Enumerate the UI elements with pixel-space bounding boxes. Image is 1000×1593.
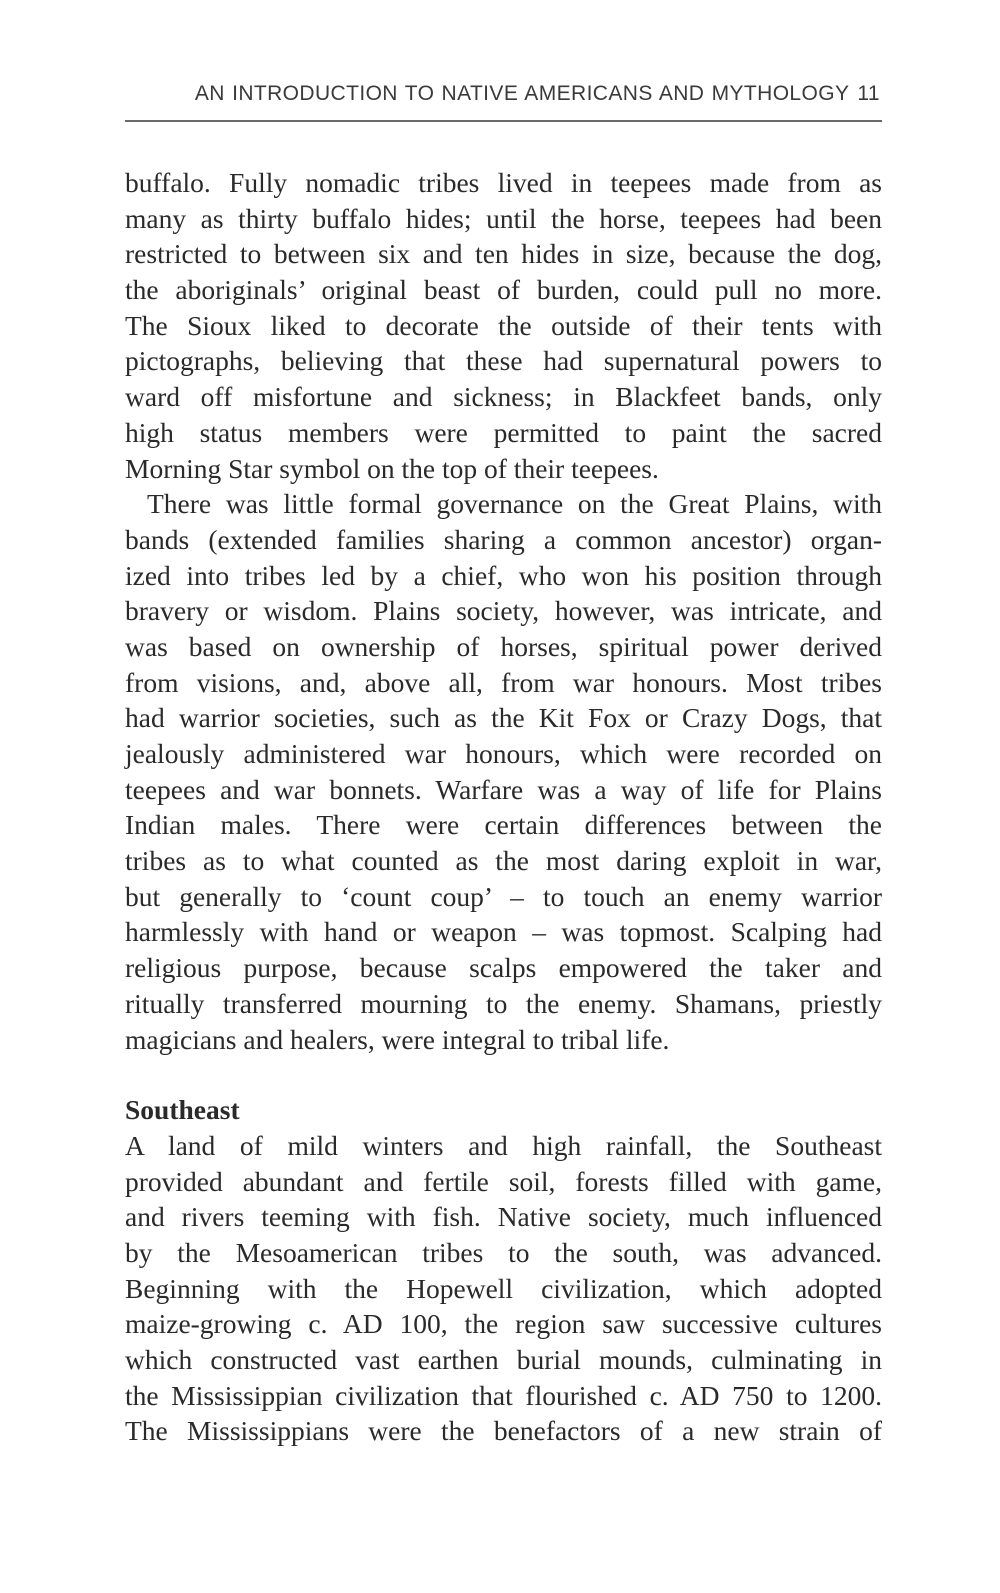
running-title: AN INTRODUCTION TO NATIVE AMERICANS AND MYTHOLOGY	[194, 82, 850, 105]
text-line: had warrior societies, such as the Kit Fox or Crazy Dogs, that	[125, 702, 882, 734]
text-line: The Sioux liked to decorate the outside of their tents with	[125, 309, 882, 341]
section-heading: Southeast	[125, 1094, 240, 1126]
text-line: and rivers teeming with fish. Native society, much influenced	[125, 1201, 882, 1233]
text-line: many as thirty buffalo hides; until the horse, teepees had been	[125, 202, 882, 234]
text-line: teepees and war bonnets. Warfare was a way of life for Plains	[125, 773, 882, 805]
text-line: provided abundant and fertile soil, forests filled with game,	[125, 1165, 882, 1197]
running-header	[125, 78, 882, 122]
text-line: which constructed vast earthen burial mounds, culminating in	[125, 1344, 882, 1375]
text-line: restricted to between six and ten hides in size, because the dog,	[125, 238, 882, 270]
page-body	[125, 165, 882, 1449]
text-line: from visions, and, above all, from war honours. Most tribes	[125, 666, 882, 698]
text-line: ritually transferred mourning to the enemy. Shamans, priestly	[125, 987, 882, 1019]
text-line: jealously administered war honours, which were recorded on	[125, 738, 882, 769]
paragraph-southeast	[125, 1128, 882, 1449]
text-line: by the Mesoamerican tribes to the south, was advanced.	[125, 1236, 882, 1268]
text-line: ized into tribes led by a chief, who won his position through	[125, 559, 882, 591]
text-line: Morning Star symbol on the top of their teepees.	[125, 452, 659, 484]
text-line: Beginning with the Hopewell civilization, which adopted	[125, 1272, 882, 1304]
paragraph-plains-society	[125, 486, 882, 1057]
page-number: 11	[857, 82, 880, 105]
text-line: pictographs, believing that these had supernatural powers to	[125, 345, 882, 377]
text-line: religious purpose, because scalps empowered the taker and	[125, 952, 882, 984]
text-line: bands (extended families sharing a common ancestor) organ-	[125, 523, 882, 555]
text-line: bravery or wisdom. Plains society, however, was intricate, and	[125, 595, 882, 627]
text-line: maize-growing c. AD 100, the region saw successive cultures	[125, 1308, 882, 1340]
text-line: harmlessly with hand or weapon – was topmost. Scalping had	[125, 916, 882, 948]
text-line: magicians and healers, were integral to tribal life.	[125, 1023, 670, 1055]
text-line: but generally to ‘count coup’ – to touch an enemy warrior	[125, 880, 882, 912]
text-line: buffalo. Fully nomadic tribes lived in teepees made from as	[125, 167, 882, 198]
text-line: high status members were permitted to paint the sacred	[125, 416, 882, 448]
text-line: Indian males. There were certain differences between the	[125, 809, 882, 841]
running-head-text	[195, 82, 880, 106]
text-line: was based on ownership of horses, spiritual power derived	[125, 630, 882, 662]
text-line: the Mississippian civilization that flourished c. AD 750 to 1200.	[125, 1379, 882, 1411]
text-line: the aboriginals’ original beast of burden, could pull no more.	[125, 274, 882, 306]
paragraph-plains-dwellings	[125, 165, 882, 486]
text-line: ward off misfortune and sickness; in Blackfeet bands, only	[125, 381, 882, 413]
text-line: tribes as to what counted as the most daring exploit in war,	[125, 845, 882, 877]
text-line: The Mississippians were the benefactors of a new strain of	[125, 1415, 882, 1447]
text-line: There was little formal governance on the Great Plains, with	[147, 488, 882, 520]
text-line: A land of mild winters and high rainfall, the Southeast	[125, 1129, 882, 1161]
